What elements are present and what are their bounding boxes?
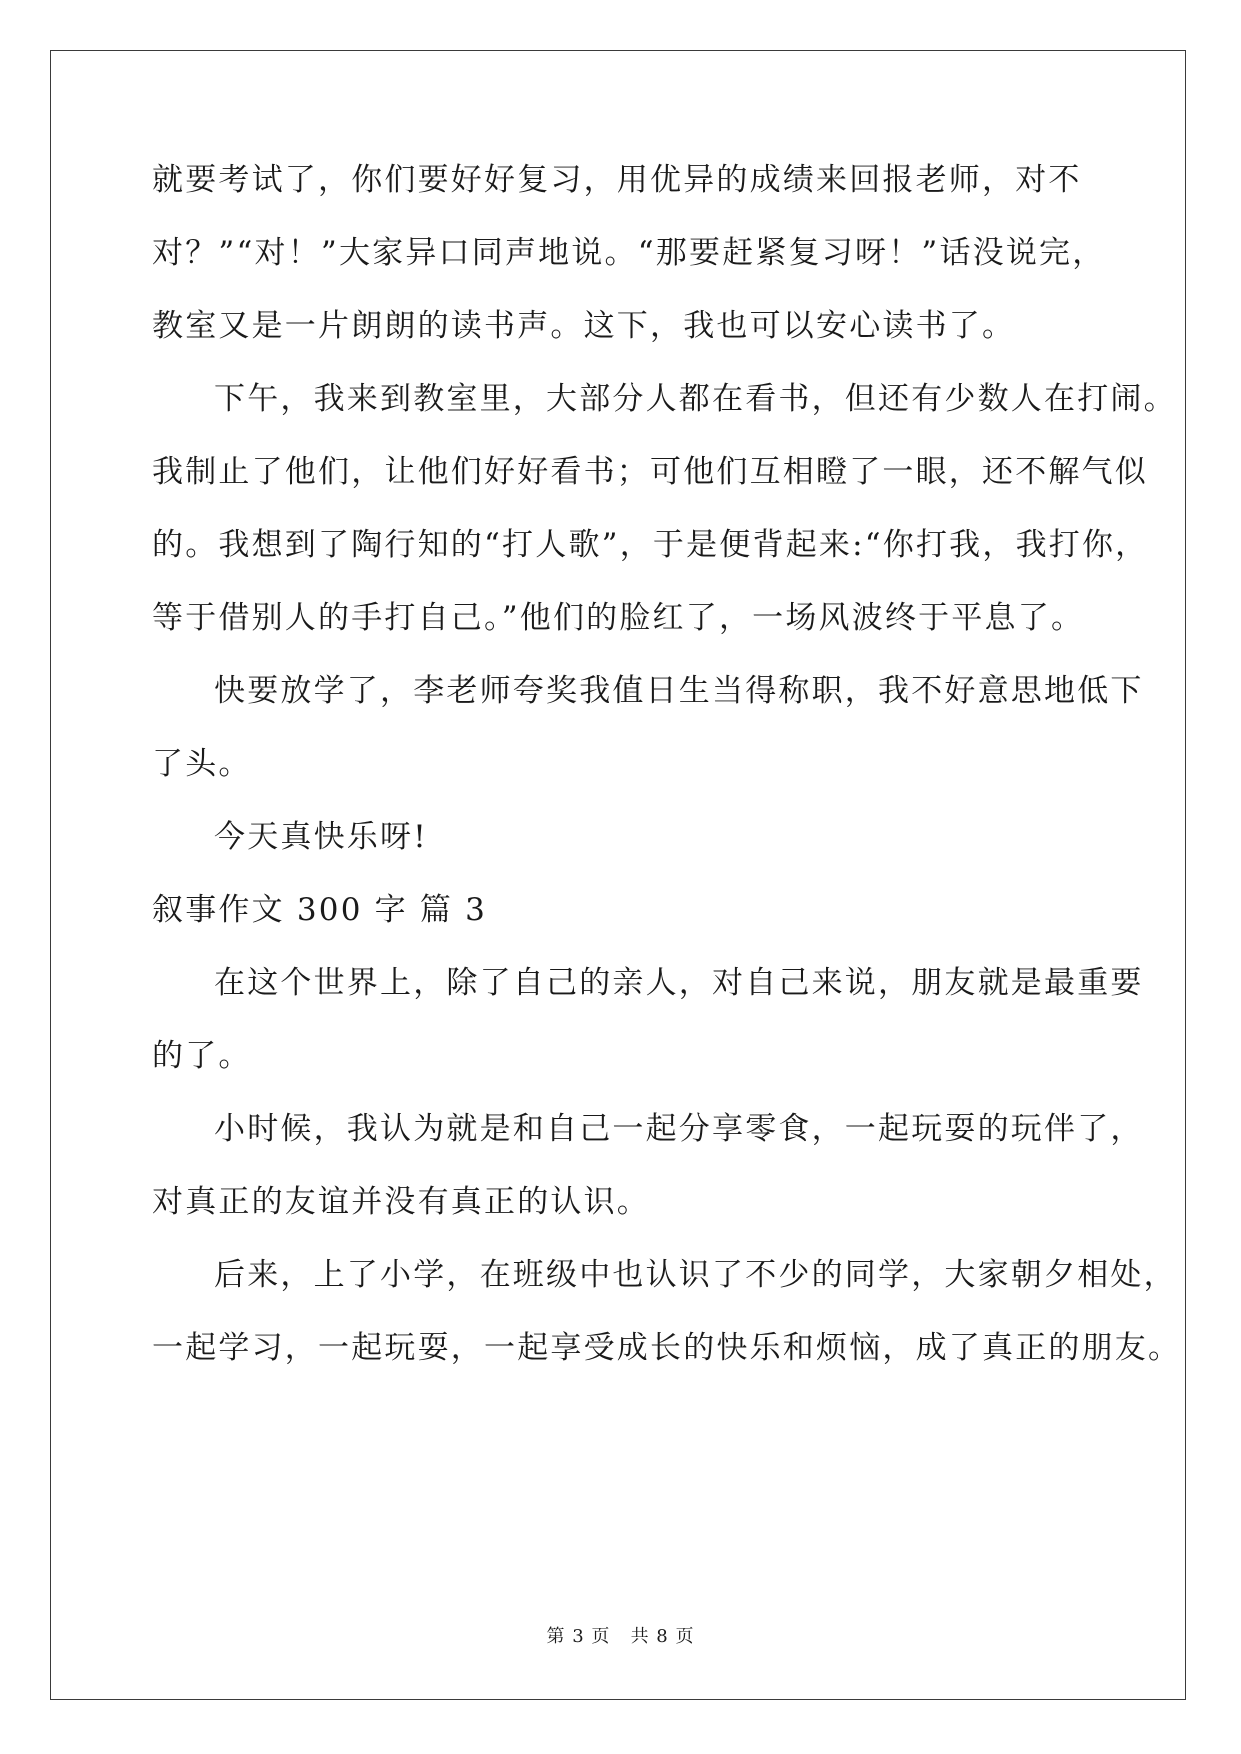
paragraph-line: 我制止了他们，让他们好好看书；可他们互相瞪了一眼，还不解气似 <box>152 454 1148 490</box>
section-heading: 叙事作文 300 字 篇 3 <box>152 892 488 928</box>
paragraph-line: 对？”“对！”大家异口同声地说。“那要赶紧复习呀！”话没说完， <box>152 235 1106 271</box>
paragraph-line: 今天真快乐呀! <box>214 819 428 855</box>
paragraph-line: 后来，上了小学，在班级中也认识了不少的同学，大家朝夕相处， <box>214 1257 1177 1293</box>
paragraph-line: 教室又是一片朗朗的读书声。这下，我也可以安心读书了。 <box>152 308 1016 344</box>
paragraph-line: 一起学习，一起玩耍，一起享受成长的快乐和烦恼，成了真正的朋友。 <box>152 1330 1182 1366</box>
paragraph-line: 快要放学了，李老师夸奖我值日生当得称职，我不好意思地低下 <box>214 673 1144 709</box>
paragraph-line: 的了。 <box>152 1038 252 1074</box>
page-border <box>50 50 1186 1700</box>
paragraph-line: 下午，我来到教室里，大部分人都在看书，但还有少数人在打闹。 <box>214 381 1177 417</box>
paragraph-line: 等于借别人的手打自己。”他们的脸红了，一场风波终于平息了。 <box>152 600 1085 636</box>
paragraph-line: 对真正的友谊并没有真正的认识。 <box>152 1184 650 1220</box>
paragraph-line: 小时候，我认为就是和自己一起分享零食，一起玩耍的玩伴了， <box>214 1111 1144 1147</box>
paragraph-line: 在这个世界上，除了自己的亲人，对自己来说，朋友就是最重要 <box>214 965 1144 1001</box>
paragraph-line: 了头。 <box>152 746 252 782</box>
paragraph-line: 就要考试了，你们要好好复习，用优异的成绩来回报老师，对不 <box>152 162 1082 198</box>
page-number-footer: 第 3 页 共 8 页 <box>546 1626 695 1647</box>
paragraph-line: 的。我想到了陶行知的“打人歌”，于是便背起来:“你打我，我打你， <box>152 527 1149 563</box>
